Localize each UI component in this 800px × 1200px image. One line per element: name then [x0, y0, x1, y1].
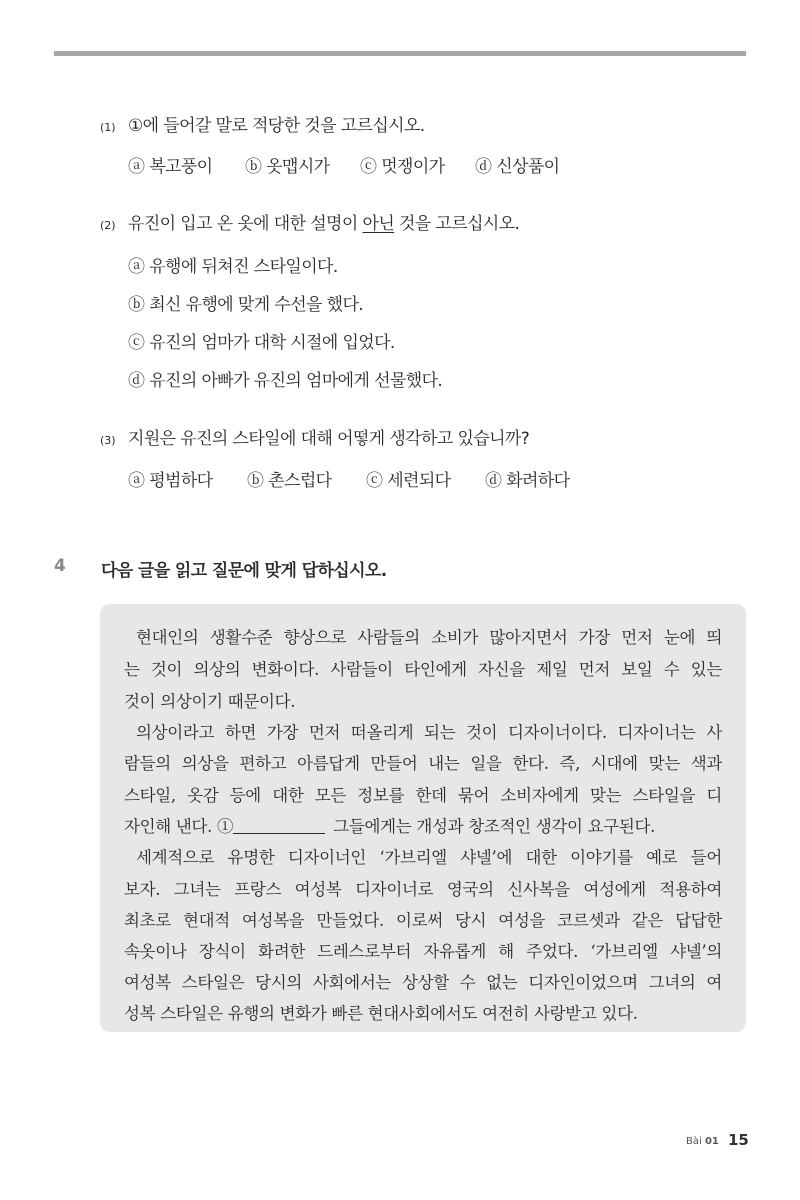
footer-lesson-label — [686, 1136, 719, 1147]
question-3-text: 지원은 유진의 스타일에 대해 어떻게 생각하고 있습니까? — [128, 429, 530, 449]
passage-line-4: 의상이라고 하면 가장 먼저 떠올리게 되는 것이 디자이너이다. 디자이너는 사 — [136, 723, 722, 742]
q2-option-a[interactable]: ⓐ 유행에 뒤쳐진 스타일이다. — [128, 257, 338, 277]
passage-line-9: 보자. 그녀는 프랑스 여성복 디자이너로 영국의 신사복을 여성에게 적용하여 — [124, 880, 722, 899]
passage-line-1: 현대인의 생활수준 향상으로 사람들의 소비가 많아지면서 가장 먼저 눈에 띄 — [136, 628, 722, 647]
passage-line-6: 스타일, 옷감 등에 대한 모든 정보를 한데 묶어 소비자에게 맞는 스타일을 디 — [124, 786, 722, 805]
section-title: 다음 글을 읽고 질문에 맞게 답하십시오. — [101, 561, 387, 581]
question-1-number: (1) — [100, 121, 116, 134]
question-2 — [0, 213, 800, 237]
passage-line-2: 는 것이 의상의 변화이다. 사람들이 타인에게 자신을 제일 먼저 보일 수 있는 — [124, 660, 722, 679]
top-rule — [54, 51, 746, 56]
q2-option-c[interactable]: ⓒ 유진의 엄마가 대학 시절에 입었다. — [128, 333, 395, 353]
q3-option-d[interactable]: ⓓ 화려하다 — [485, 471, 570, 491]
q1-option-b[interactable]: ⓑ 옷맵시가 — [245, 157, 330, 177]
question-2-text-after: 것을 고르십시오. — [394, 214, 520, 234]
passage-line-12: 여성복 스타일은 당시의 사회에서는 상상할 수 없는 디자인이었으며 그녀의 여 — [124, 973, 722, 992]
footer-lesson-word: Bài — [686, 1136, 702, 1147]
passage-line-3: 것이 의상이기 때문이다. — [124, 692, 296, 711]
question-2-number: (2) — [100, 219, 116, 232]
passage-line-7-start: 자인해 낸다. ① — [124, 817, 234, 836]
passage-line-7 — [124, 813, 655, 837]
q3-option-b[interactable]: ⓑ 촌스럽다 — [247, 471, 332, 491]
passage-line-8: 세계적으로 유명한 디자이너인 ‘가브리엘 샤넬’에 대한 이야기를 예로 들어 — [136, 848, 722, 867]
q3-option-a[interactable]: ⓐ 평범하다 — [128, 471, 213, 491]
answer-blank-1[interactable] — [233, 817, 325, 834]
q3-option-c[interactable]: ⓒ 세련되다 — [366, 471, 451, 491]
passage-line-10: 최초로 현대적 여성복을 만들었다. 이로써 당시 여성을 코르셋과 같은 답답한 — [124, 911, 722, 930]
question-2-underlined-word: 아닌 — [362, 214, 395, 234]
passage-line-5: 람들의 의상을 편하고 아름답게 만들어 내는 일을 한다. 즉, 시대에 맞는 색과 — [124, 754, 722, 773]
passage-line-13: 성복 스타일은 유행의 변화가 빠른 현대사회에서도 여전히 사랑받고 있다. — [124, 1004, 638, 1023]
section-number: 4 — [54, 556, 66, 576]
q1-option-c[interactable]: ⓒ 멋쟁이가 — [360, 157, 445, 177]
question-2-text-before: 유진이 입고 온 옷에 대한 설명이 — [128, 214, 363, 234]
passage-line-7-end: 그들에게는 개성과 창조적인 생각이 요구된다. — [333, 817, 656, 836]
question-3 — [0, 428, 800, 452]
q2-option-d[interactable]: ⓓ 유진의 아빠가 유진의 엄마에게 선물했다. — [128, 371, 443, 391]
footer-lesson-number: 01 — [704, 1136, 719, 1147]
question-1 — [0, 115, 800, 139]
q1-option-a[interactable]: ⓐ 복고풍이 — [128, 157, 213, 177]
question-2-text — [128, 213, 519, 235]
page-number: 15 — [728, 1131, 749, 1149]
q1-option-d[interactable]: ⓓ 신상품이 — [475, 157, 560, 177]
question-3-number: (3) — [100, 434, 116, 447]
passage-line-11: 속옷이나 장식이 화려한 드레스로부터 자유롭게 해 주었다. ‘가브리엘 샤넬’의 — [124, 942, 722, 961]
question-1-text: ①에 들어갈 말로 적당한 것을 고르십시오. — [128, 116, 425, 136]
q2-option-b[interactable]: ⓑ 최신 유행에 맞게 수선을 했다. — [128, 295, 364, 315]
